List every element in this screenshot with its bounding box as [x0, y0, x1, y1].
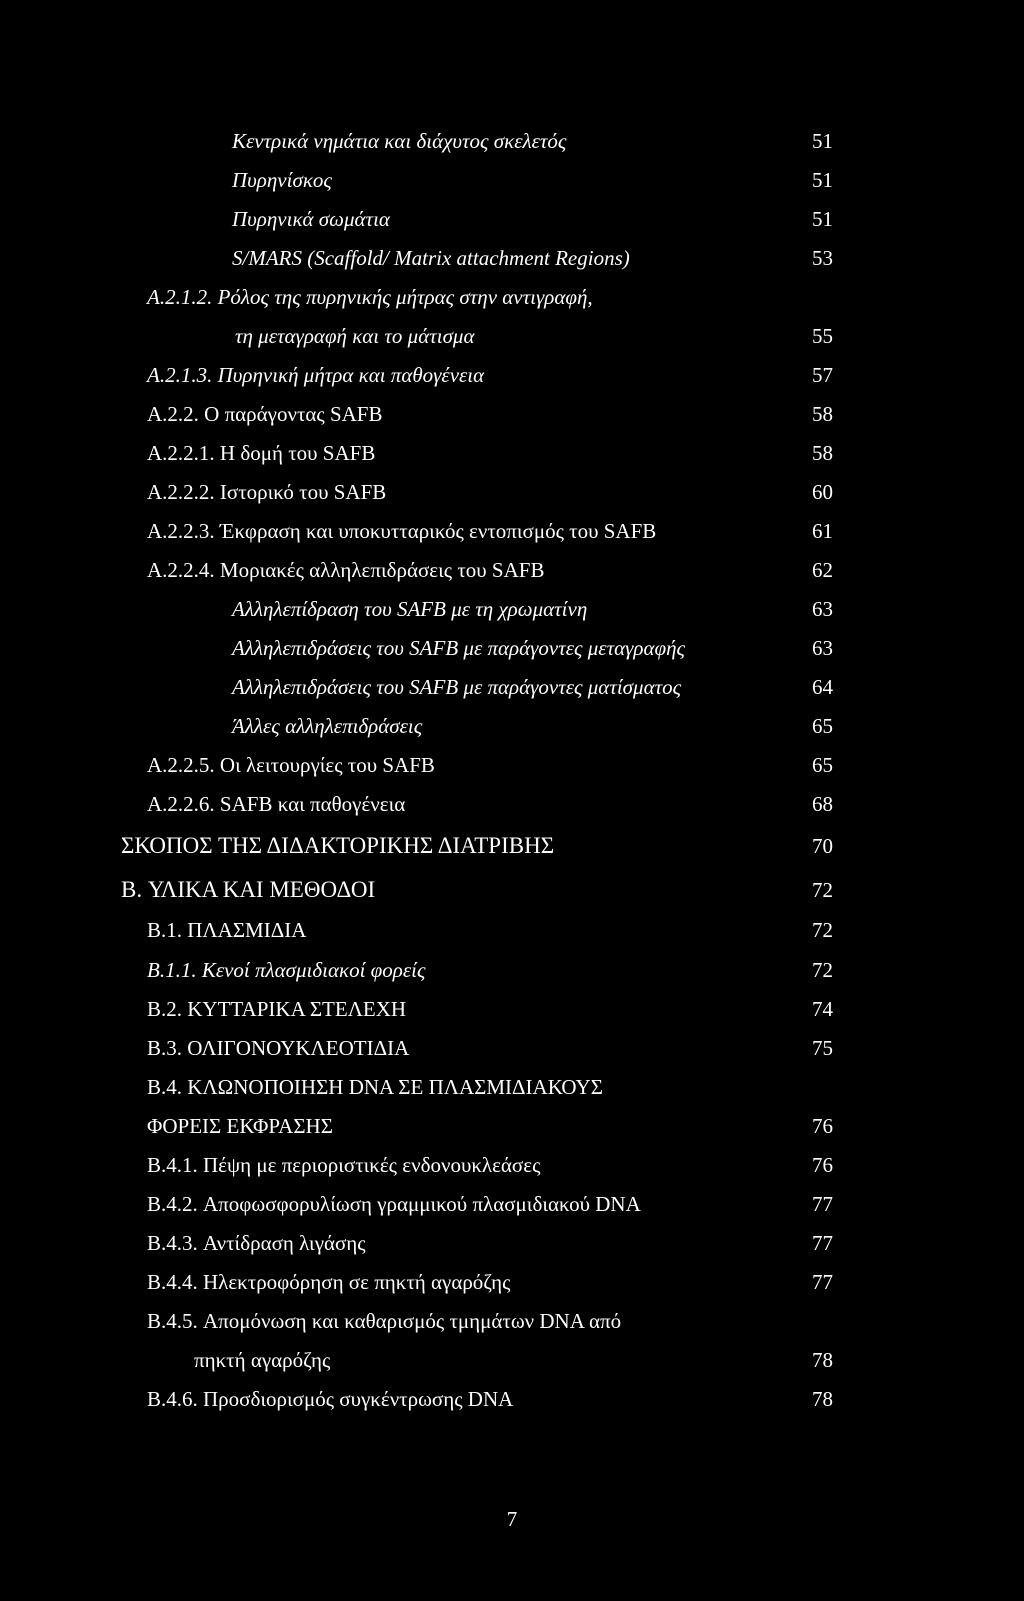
toc-entry-title: B.4.1. Πέψη με περιοριστικές ενδονουκλεάσες — [147, 1153, 541, 1177]
toc-entry-title: B.4.3. Αντίδραση λιγάσης — [147, 1231, 366, 1255]
toc-entry-title: B.2. ΚΥΤΤΑΡΙΚΑ ΣΤΕΛΕΧΗ — [147, 997, 407, 1021]
toc-entry — [0, 433, 1024, 473]
toc-entry-page: 57 — [812, 363, 833, 387]
toc-entry — [0, 511, 1024, 551]
toc-entry-title: A.2.2.1. Η δομή του SAFB — [147, 441, 376, 465]
toc-entry-title: A.2.2.5. Οι λειτουργίες του SAFB — [147, 753, 435, 777]
toc-entry-page: 78 — [812, 1387, 833, 1411]
toc-entry-title: ΦΟΡΕΙΣ ΕΚΦΡΑΣΗΣ — [147, 1114, 333, 1138]
toc-entry-title: Άλλες αλληλεπιδράσεις — [232, 714, 423, 738]
toc-entry-page: 51 — [812, 129, 833, 153]
toc-entry-page: 77 — [812, 1231, 833, 1255]
toc-entry-title: Κεντρικά νημάτια και διάχυτος σκελετός — [232, 129, 567, 153]
toc-entry-page: 78 — [812, 1348, 833, 1372]
toc-entry-title: B.4.4. Ηλεκτροφόρηση σε πηκτή αγαρόζης — [147, 1270, 511, 1294]
toc-entry — [0, 316, 1024, 356]
toc-entry — [0, 1184, 1024, 1224]
toc-entry — [0, 1223, 1024, 1263]
toc-entry-page: 64 — [812, 675, 833, 699]
toc-entry-title: B.4.6. Προσδιορισμός συγκέντρωσης DNA — [147, 1387, 514, 1411]
toc-entry-title: S/MARS (Scaffold/ Matrix attachment Regions) — [232, 246, 630, 270]
toc-entry-page: 51 — [812, 168, 833, 192]
toc-entry — [0, 277, 1024, 317]
toc-entry-title: B. ΥΛΙΚΑ ΚΑΙ ΜΕΘΟΔΟΙ — [121, 877, 376, 902]
toc-entry-page: 76 — [812, 1114, 833, 1138]
toc-entry-page: 61 — [812, 519, 833, 543]
toc-entry — [0, 1262, 1024, 1302]
toc-entry — [0, 238, 1024, 278]
toc-entry — [0, 1028, 1024, 1068]
toc-entry-page: 76 — [812, 1153, 833, 1177]
toc-entry-title: B.4.5. Απομόνωση και καθαρισμός τμημάτων DNA από — [147, 1309, 622, 1333]
toc-entry — [0, 1145, 1024, 1185]
toc-entry-page: 58 — [812, 441, 833, 465]
toc-entry — [0, 550, 1024, 590]
toc-entry — [0, 1379, 1024, 1419]
toc-entry — [0, 667, 1024, 707]
page-number: 7 — [506, 1507, 518, 1531]
toc-entry — [0, 1106, 1024, 1146]
toc-entry — [0, 950, 1024, 990]
toc-entry-page: 77 — [812, 1192, 833, 1216]
toc-entry-title: Πυρηνίσκος — [232, 168, 332, 192]
toc-entry-title: A.2.2.4. Μοριακές αλληλεπιδράσεις του SAFB — [147, 558, 545, 582]
toc-entry — [0, 472, 1024, 512]
toc-entry-page: 53 — [812, 246, 833, 270]
toc-entry-page: 60 — [812, 480, 833, 504]
toc-entry — [0, 784, 1024, 824]
toc-entry-page: 72 — [812, 918, 833, 942]
toc-entry-title: B.1.1. Κενοί πλασμιδιακοί φορείς — [147, 958, 426, 982]
toc-entry-page: 63 — [812, 636, 833, 660]
toc-entry-page: 74 — [812, 997, 833, 1021]
toc-entry-page: 63 — [812, 597, 833, 621]
toc-entry-title: Αλληλεπίδραση του SAFB με τη χρωματίνη — [232, 597, 588, 621]
toc-entry-title: τη μεταγραφή και το μάτισμα — [235, 324, 475, 348]
toc-entry — [0, 1067, 1024, 1107]
toc-entry — [0, 355, 1024, 395]
toc-entry-title: πηκτή αγαρόζης — [194, 1348, 331, 1372]
toc-entry-title: Αλληλεπιδράσεις του SAFB με παράγοντες ματίσματος — [232, 675, 682, 699]
toc-entry — [0, 160, 1024, 200]
toc-entry-title: A.2.2. Ο παράγοντας SAFB — [147, 402, 383, 426]
toc-entry-page: 58 — [812, 402, 833, 426]
toc-entry-page: 65 — [812, 753, 833, 777]
toc-entry-page: 68 — [812, 792, 833, 816]
toc-entry — [0, 121, 1024, 161]
toc-entry-title: B.1. ΠΛΑΣΜΙΔΙΑ — [147, 918, 307, 942]
toc-entry — [0, 989, 1024, 1029]
toc-entry-title: Αλληλεπιδράσεις του SAFB με παράγοντες μεταγραφής — [232, 636, 686, 660]
toc-entry-page: 75 — [812, 1036, 833, 1060]
toc-entry — [0, 745, 1024, 785]
toc-entry-title: A.2.2.2. Ιστορικό του SAFB — [147, 480, 387, 504]
toc-entry-page: 72 — [812, 878, 833, 902]
toc-entry-title: B.4.2. Αποφωσφορυλίωση γραμμικού πλασμιδιακού DNA — [147, 1192, 641, 1216]
toc-entry-page: 55 — [812, 324, 833, 348]
toc-entry — [0, 394, 1024, 434]
toc-entry-title: A.2.2.3. Έκφραση και υποκυτταρικός εντοπισμός του SAFB — [147, 519, 657, 543]
toc-entry-title: Πυρηνικά σωμάτια — [232, 207, 390, 231]
toc-entry-title: ΣΚΟΠΟΣ ΤΗΣ ΔΙΔΑΚΤΟΡΙΚΗΣ ΔΙΑΤΡΙΒΗΣ — [121, 833, 555, 858]
toc-entry-title: A.2.1.2. Ρόλος της πυρηνικής μήτρας στην αντιγραφή, — [147, 285, 593, 309]
toc-entry-page: 51 — [812, 207, 833, 231]
toc-entry-page: 70 — [812, 834, 833, 858]
toc-entry — [0, 628, 1024, 668]
toc-entry-page: 65 — [812, 714, 833, 738]
toc-entry-title: B.4. ΚΛΩΝΟΠΟΙΗΣΗ DNA ΣΕ ΠΛΑΣΜΙΔΙΑΚΟΥΣ — [147, 1075, 603, 1099]
toc-entry — [0, 826, 1024, 866]
toc-entry — [0, 706, 1024, 746]
toc-entry — [0, 1340, 1024, 1380]
toc-entry-page: 77 — [812, 1270, 833, 1294]
toc-entry-title: A.2.1.3. Πυρηνική μήτρα και παθογένεια — [147, 363, 485, 387]
toc-entry-title: B.3. ΟΛΙΓΟΝΟΥΚΛΕΟΤΙΔΙΑ — [147, 1036, 410, 1060]
toc-entry — [0, 199, 1024, 239]
toc-entry — [0, 910, 1024, 950]
toc-entry — [0, 1301, 1024, 1341]
toc-entry-title: A.2.2.6. SAFB και παθογένεια — [147, 792, 406, 816]
toc-entry-page: 72 — [812, 958, 833, 982]
toc-entry — [0, 589, 1024, 629]
toc-entry-page: 62 — [812, 558, 833, 582]
toc-entry — [0, 870, 1024, 910]
